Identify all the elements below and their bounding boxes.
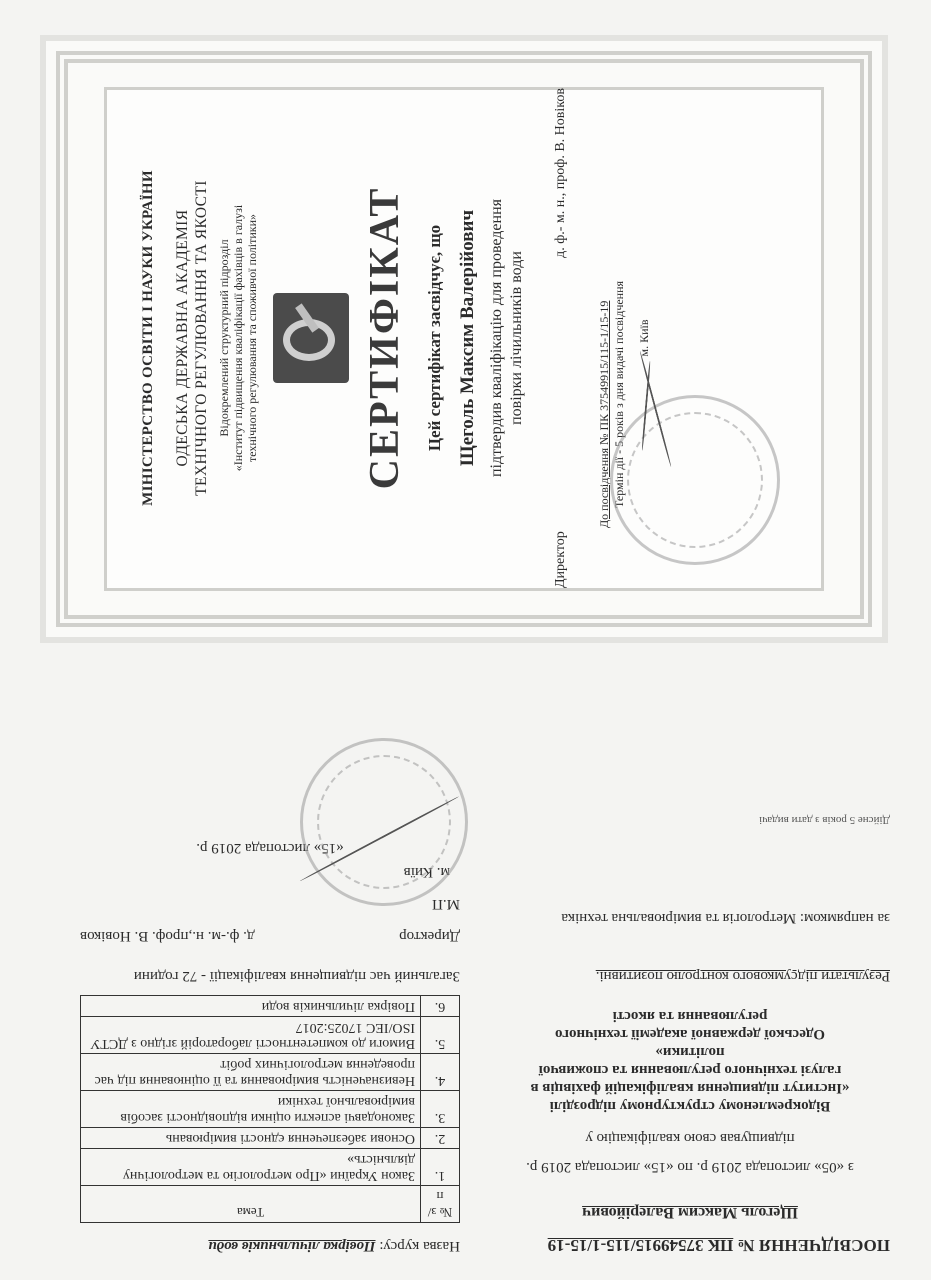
table-row: 1. Закон України «Про метрологію та метрологічну діяльність» [81, 1149, 460, 1186]
certificate-title: СЕРТИФІКАТ [362, 186, 408, 490]
certificate-director-name: д. ф.- м. н., проф. В. Новіков [553, 88, 568, 258]
unit-name-line1: Відокремлений структурний підрозділ [217, 239, 231, 437]
attestation-left-column [490, 811, 890, 1255]
attestation-title: ПОСВІДЧЕННЯ № ПК 37549915/115-1/15-19 [547, 1236, 890, 1255]
academy-name-line1: ОДЕСЬКА ДЕРЖАВНА АКАДЕМІЯ [174, 209, 191, 467]
attestation-institution: Відокремленому структурному підрозділі «Інститут підвищення кваліфікацій фахівців в галузі технічного регулювання та споживчої політики» Одеської державної академії технічного регулювання та якості [530, 1008, 850, 1114]
ministry-name: МІНІСТЕРСТВО ОСВІТИ І НАУКИ УКРАЇНИ [140, 170, 156, 506]
table-header-topic: Тема [81, 1186, 421, 1223]
total-hours: Загальний час підвищення кваліфікації - 72 години [133, 968, 460, 984]
attestation-stamp [300, 738, 468, 906]
unit-name-line2: «Інститут підвищення кваліфікації фахівців в галузі [231, 204, 245, 472]
certificate-validity: Термін дії - 5 років з дня видачі посвідчення [612, 280, 626, 508]
attestation-date: «15» листопада 2019 р. [196, 840, 344, 856]
attestation-holder-name: Щеголь Максим Валерійович [582, 1204, 798, 1221]
official-stamp [610, 395, 780, 565]
table-row: 5. Вимоги до компетентності лабораторій згідно з ДСТУ ISO/IEC 17025:2017 [81, 1017, 460, 1054]
attestation-validity: Дійсне 5 років з дати видачі [759, 814, 890, 826]
course-label: Назва курсу: [379, 1238, 460, 1254]
table-row: 6. Повірка лічильників води [81, 996, 460, 1017]
course-name-row [80, 1237, 460, 1255]
certificate-director-label: Директор [553, 531, 568, 588]
table-row: 2. Основи забезпечення єдності вимірювань [81, 1128, 460, 1149]
certificate-content [138, 78, 698, 598]
certificate-appendix: До посвідчення № ПК 37549915/115-1/15-19 [597, 300, 611, 528]
table-header-number: № з/п [421, 1186, 460, 1223]
certificate-confirms-text: Цей сертифікат засвідчує, що [425, 224, 444, 452]
table-row: 4. Невизначеність вимірювання та її оцінювання під час проведення метрологічних робіт [81, 1054, 460, 1091]
attestation-direction: за напрямком: Метрологія та вимірювальна техніка [561, 910, 890, 926]
certificate-signature-row [553, 78, 569, 598]
attestation-improved-text: підвищував свою кваліфікацію у [585, 1130, 795, 1146]
attestation-mp: М.П [432, 896, 460, 912]
attestation-city: м. Київ [403, 864, 450, 880]
attestation-document [60, 675, 890, 1255]
table-row: 3. Законодавчі аспекти оцінки відповідності засобів вимірювальної техніки [81, 1091, 460, 1128]
certificate-body-line2: повірки лічильників води [508, 251, 525, 425]
course-topics-table [80, 995, 460, 1223]
attestation-period: з «05» листопада 2019 р. по «15» листопада 2019 р. [526, 1159, 854, 1175]
attestation-director-name: д. ф.-м. н.,проф. В. Новіков [80, 928, 255, 944]
certificate-city: м. Київ [637, 319, 651, 357]
attestation-director-label: Директор [399, 928, 460, 944]
certificate-holder-name: Щеголь Максим Валерійович [457, 209, 478, 467]
course-name: Повірка лічильників води [208, 1238, 376, 1254]
attestation-results: Результати підсумкового контролю позитивні. [595, 968, 890, 984]
academy-name-line2: ТЕХНІЧНОГО РЕГУЛЮВАННЯ ТА ЯКОСТІ [193, 180, 210, 496]
academy-logo [273, 78, 349, 598]
academy-logo-icon [273, 293, 349, 383]
unit-name-line3: технічного регулювання та споживчої політики» [245, 213, 259, 463]
certificate-body-line1: підтвердив кваліфікацію для проведення [488, 198, 505, 478]
attestation-signature-row [80, 927, 460, 945]
